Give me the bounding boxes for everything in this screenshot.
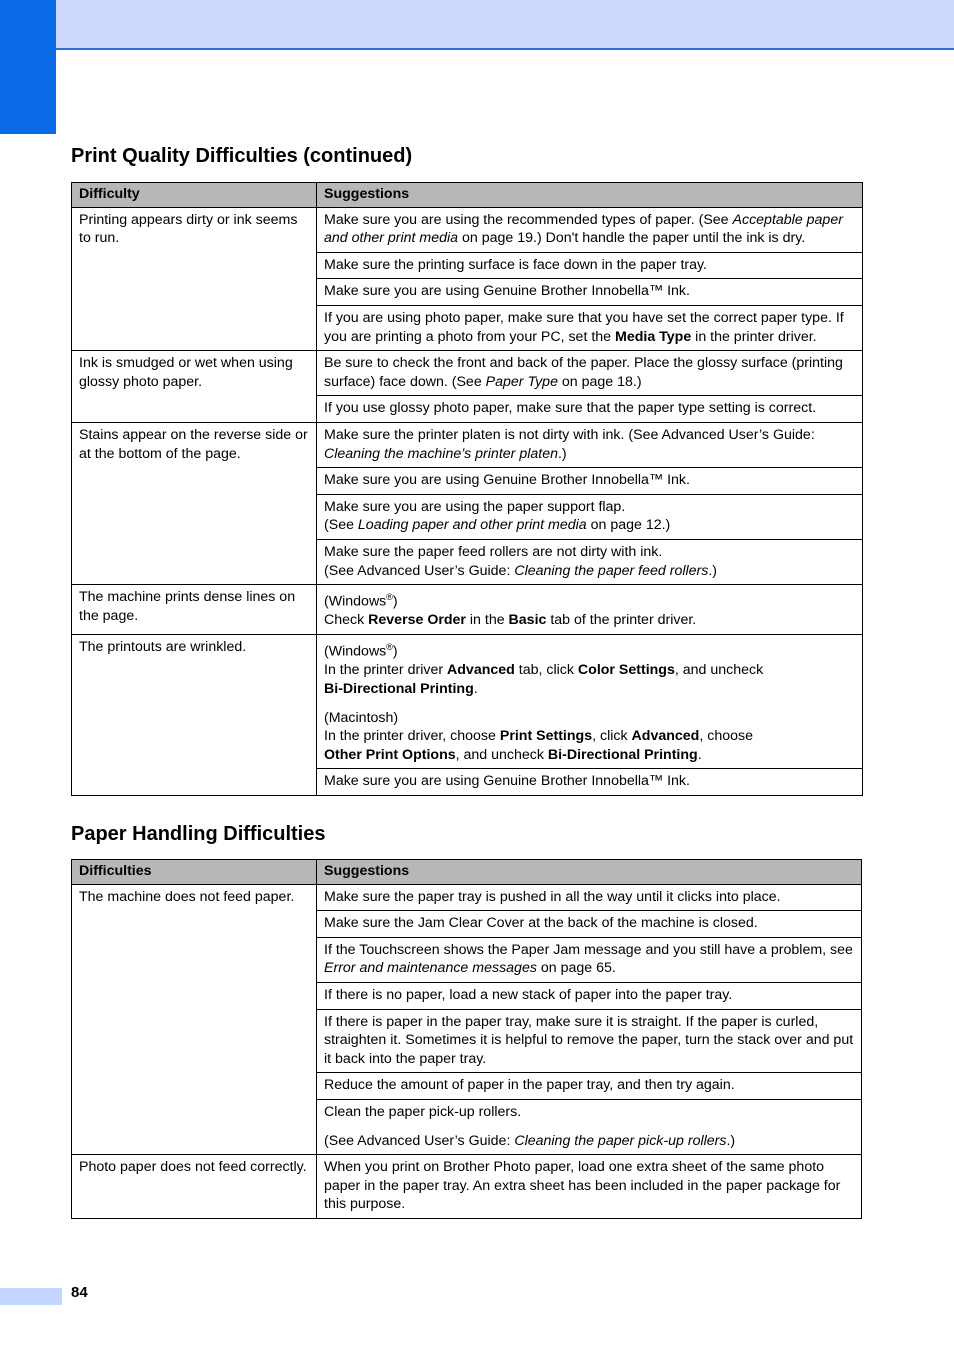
suggestion-cell: Make sure you are using Genuine Brother Innobella™ Ink. <box>317 769 863 796</box>
header-difficulty: Difficulty <box>72 183 317 208</box>
table-row <box>72 585 863 635</box>
suggestion-cell: If there is no paper, load a new stack of paper into the paper tray. <box>317 982 862 1009</box>
print-quality-table <box>71 182 863 796</box>
table-row <box>72 884 862 911</box>
suggestion-cell: (Windows®) In the printer driver Advanced tab, click Color Settings, and uncheck Bi-Directional Printing. (Macintosh) In the printer driver, choose Print Settings, click Advanced, choose Other Print Options, and uncheck Bi-Directional Printing. <box>317 635 863 769</box>
suggestion-cell: If you use glossy photo paper, make sure that the paper type setting is correct. <box>317 396 863 423</box>
table-row <box>72 207 863 252</box>
difficulty-cell: Stains appear on the reverse side or at the bottom of the page. <box>72 422 317 584</box>
suggestion-cell: Make sure you are using Genuine Brother Innobella™ Ink. <box>317 279 863 306</box>
difficulty-cell: Printing appears dirty or ink seems to run. <box>72 207 317 351</box>
suggestion-cell: Make sure the paper feed rollers are not dirty with ink. (See Advanced User’s Guide: Cleaning the paper feed rollers.) <box>317 539 863 584</box>
suggestion-cell: Make sure you are using the paper support flap. (See Loading paper and other print media on page 12.) <box>317 494 863 539</box>
header-suggestions: Suggestions <box>317 860 862 885</box>
suggestion-cell: Be sure to check the front and back of the paper. Place the glossy surface (printing surface) face down. (See Paper Type on page 18.) <box>317 351 863 396</box>
suggestion-cell: Make sure the printer platen is not dirty with ink. (See Advanced User’s Guide: Cleaning the machine’s printer platen.) <box>317 422 863 467</box>
difficulty-cell: The printouts are wrinkled. <box>72 635 317 796</box>
difficulty-cell: The machine does not feed paper. <box>72 884 317 1155</box>
suggestion-cell: Make sure you are using the recommended types of paper. (See Acceptable paper and other print media on page 19.) Don't handle the paper until the ink is dry. <box>317 207 863 252</box>
section-title-paper-handling: Paper Handling Difficulties <box>71 823 326 845</box>
suggestion-cell: Clean the paper pick-up rollers. (See Advanced User’s Guide: Cleaning the paper pick-up rollers.) <box>317 1099 862 1154</box>
table-row <box>72 1155 862 1219</box>
suggestion-cell: Reduce the amount of paper in the paper tray, and then try again. <box>317 1073 862 1100</box>
header-difficulties: Difficulties <box>72 860 317 885</box>
header-suggestions: Suggestions <box>317 183 863 208</box>
suggestion-cell: Make sure the printing surface is face down in the paper tray. <box>317 252 863 279</box>
paper-handling-table <box>71 859 862 1219</box>
table-row <box>72 422 863 467</box>
suggestion-cell: If the Touchscreen shows the Paper Jam message and you still have a problem, see Error and maintenance messages on page 65. <box>317 937 862 982</box>
table-row <box>72 351 863 396</box>
suggestion-cell: When you print on Brother Photo paper, load one extra sheet of the same photo paper in the paper tray. An extra sheet has been included in the paper package for this purpose. <box>317 1155 862 1219</box>
difficulty-cell: Photo paper does not feed correctly. <box>72 1155 317 1219</box>
difficulty-cell: The machine prints dense lines on the page. <box>72 585 317 635</box>
suggestion-cell: If there is paper in the paper tray, make sure it is straight. If the paper is curled, straighten it. Sometimes it is helpful to remove the paper, turn the stack over and put it back into the paper tray. <box>317 1009 862 1073</box>
suggestion-cell: Make sure the paper tray is pushed in all the way until it clicks into place. <box>317 884 862 911</box>
page-number-strip <box>0 1288 62 1305</box>
chapter-tab <box>0 0 56 134</box>
table-header-row <box>72 860 862 885</box>
header-band <box>0 0 954 50</box>
suggestion-cell: If you are using photo paper, make sure that you have set the correct paper type. If you are printing a photo from your PC, set the Media Type in the printer driver. <box>317 305 863 350</box>
page-number: 84 <box>71 1284 88 1301</box>
suggestion-cell: Make sure the Jam Clear Cover at the back of the machine is closed. <box>317 911 862 938</box>
table-row <box>72 635 863 769</box>
suggestion-cell: Make sure you are using Genuine Brother Innobella™ Ink. <box>317 468 863 495</box>
section-title-print-quality: Print Quality Difficulties (continued) <box>71 145 413 167</box>
difficulty-cell: Ink is smudged or wet when using glossy photo paper. <box>72 351 317 423</box>
suggestion-cell: (Windows®) Check Reverse Order in the Basic tab of the printer driver. <box>317 585 863 635</box>
table-header-row <box>72 183 863 208</box>
